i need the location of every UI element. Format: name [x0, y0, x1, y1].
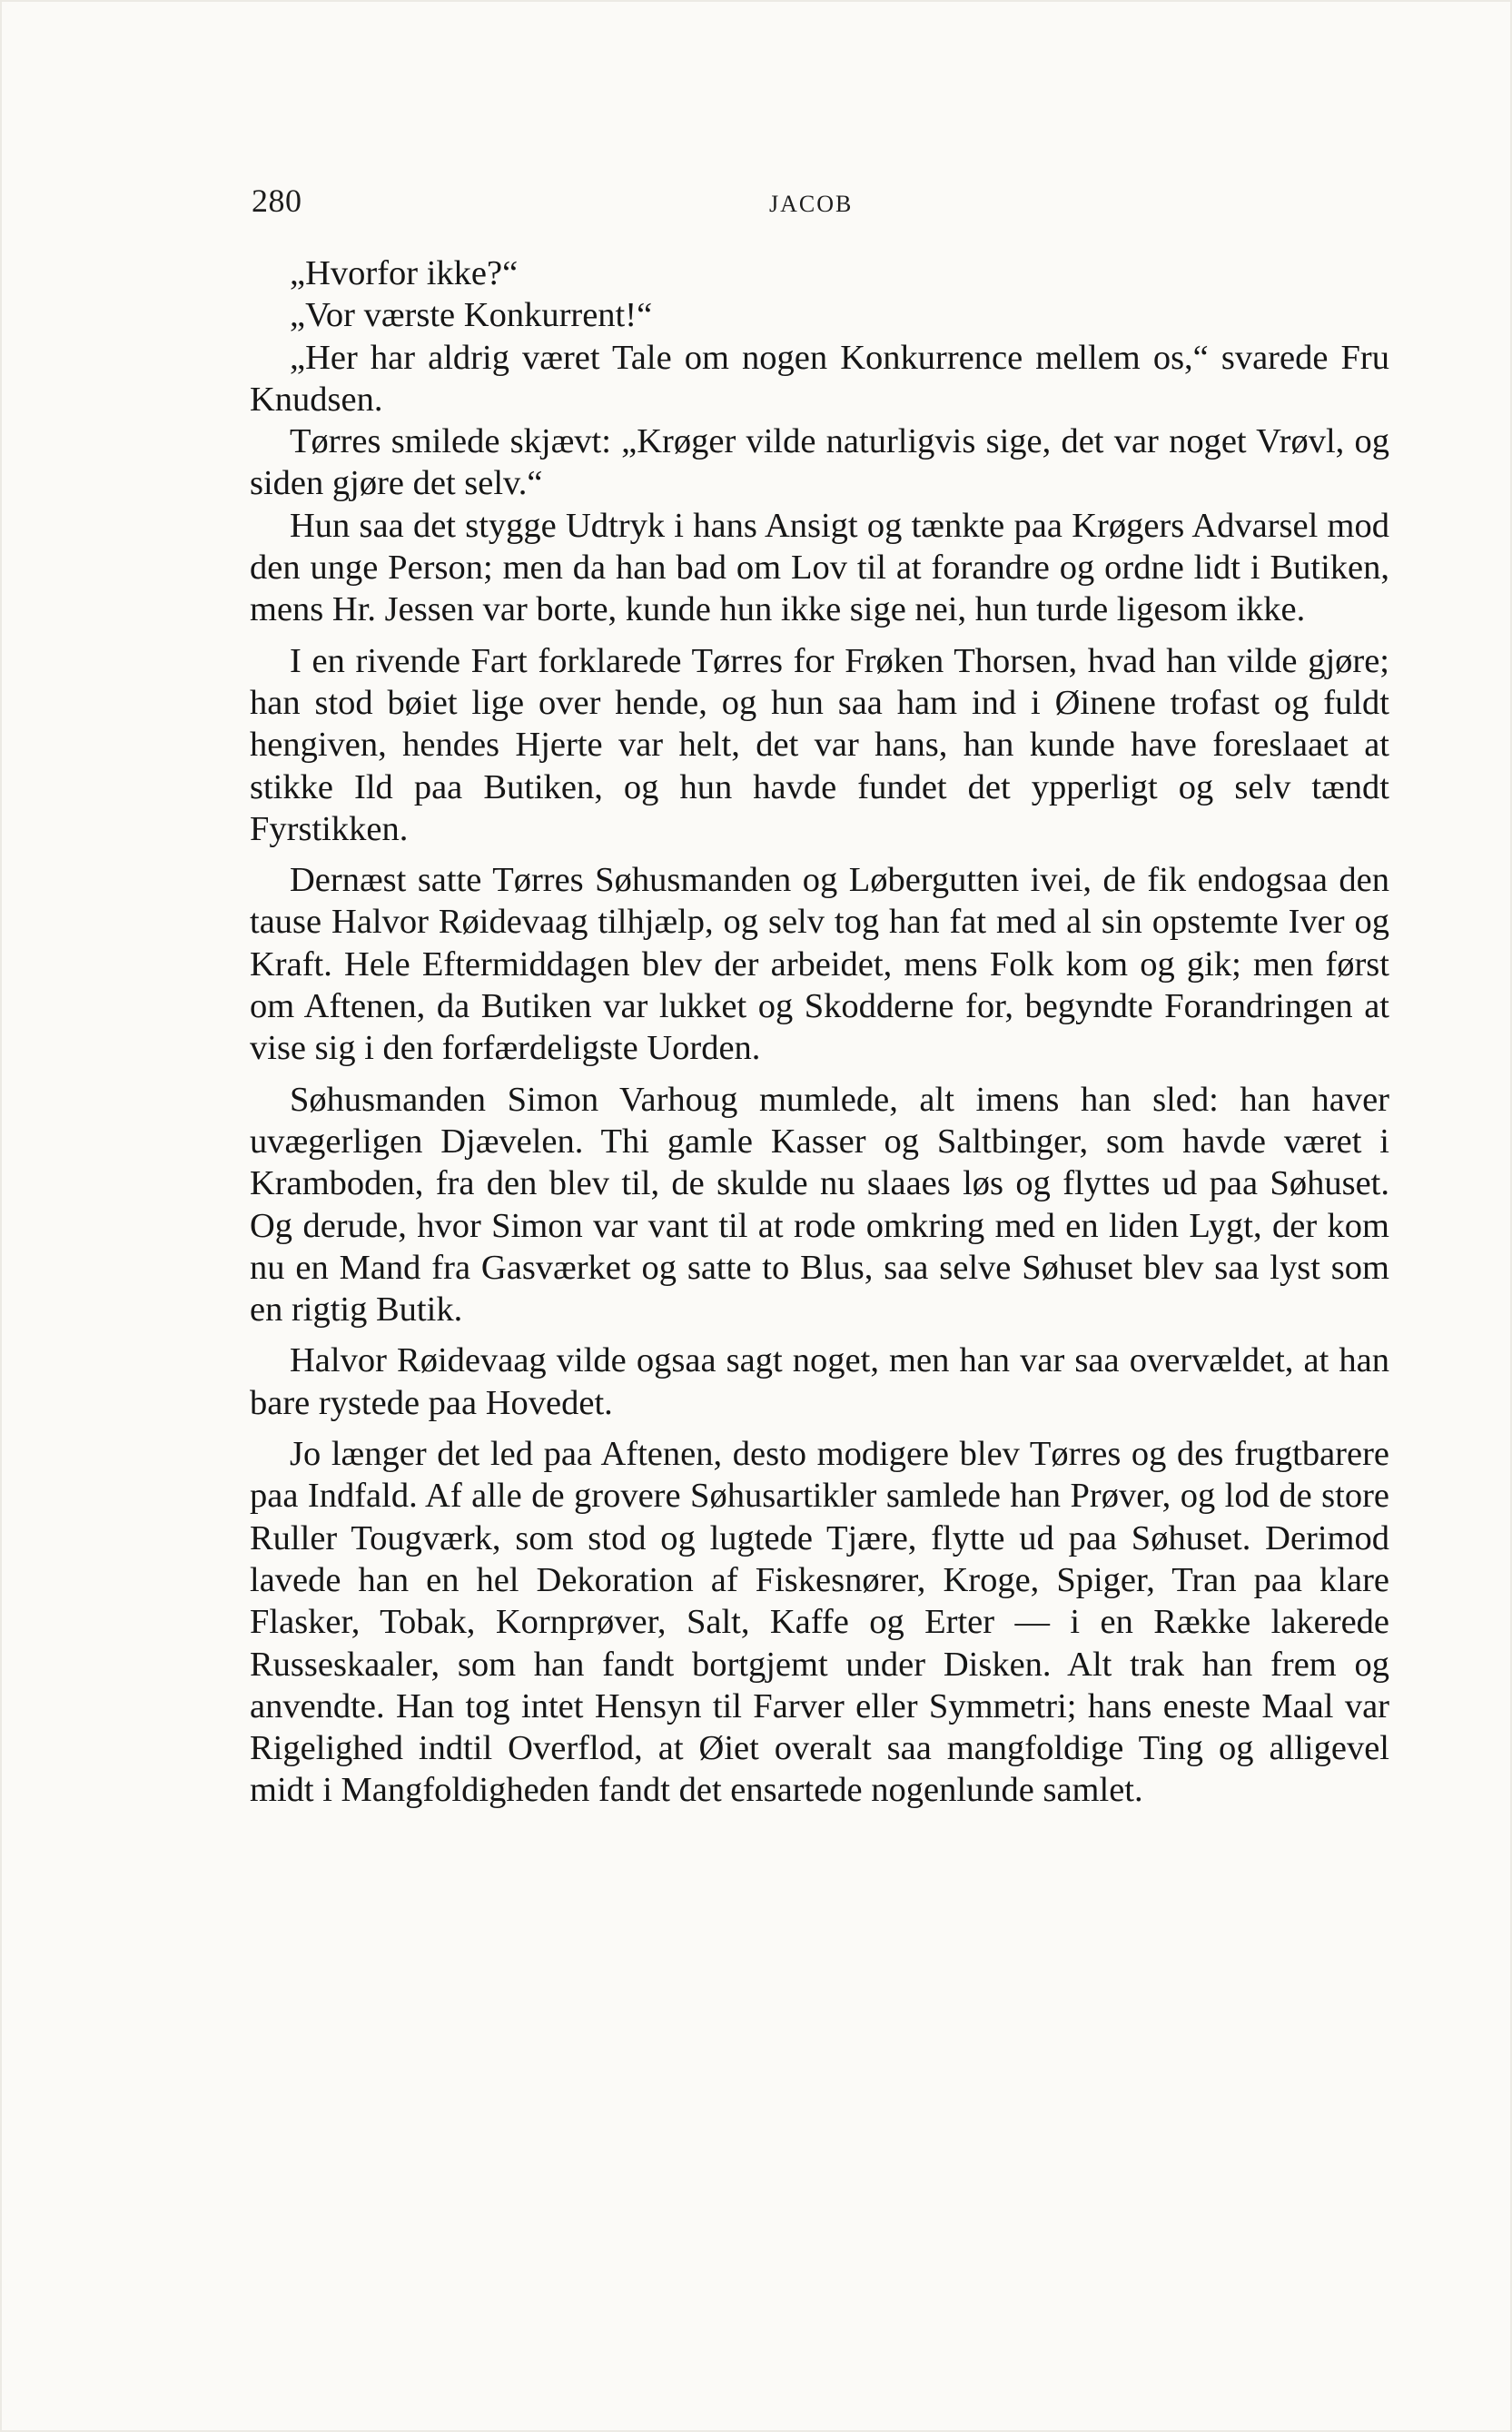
paragraph: Halvor Røidevaag vilde ogsaa sagt noget, men han var saa overvældet, at han bare rystede paa Hovedet.: [250, 1341, 1389, 1422]
paragraph: Dernæst satte Tørres Søhusmanden og Løbergutten ivei, de fik endogsaa den tause Halvor Røidevaag tilhjælp, og selv tog han fat med al sin opstemte Iver og Kraft. Hele Eftermiddagen blev der arbeidet, mens Folk kom og gik; men først om Aftenen, da Butiken var lukket og Skodderne for, begyndte Forandringen at vise sig i den forfærdeligste Uorden.: [250, 861, 1389, 1068]
paragraph: Jo længer det led paa Aftenen, desto modigere blev Tørres og des frugtbarere paa Indfald. Af alle de grovere Søhusartikler samlede han Prøver, og lod de store Ruller Tougværk, som stod og lugtede Tjære, flytte ud paa Søhuset. Derimod lavede han en hel Dekoration af Fiskesnører, Kroge, Spiger, Tran paa klare Flasker, Tobak, Kornprøver, Salt, Kaffe og Erter — i en Række lakerede Russeskaaler, som han fandt bortgjemt under Disken. Alt trak han frem og anvendte. Han tog intet Hensyn til Farver eller Symmetri; hans eneste Maal var Rigelighed indtil Overflod, at Øiet overalt saa mangfoldige Ting og alligevel midt i Mangfoldigheden fandt det ensartede nogenlunde samlet.: [250, 1435, 1389, 1810]
paragraph: „Vor værste Konkurrent!“: [290, 296, 653, 335]
paragraph: I en rivende Fart forklarede Tørres for Frøken Thorsen, hvad han vilde gjøre; han stod bøiet lige over hende, og hun saa ham ind i Øinene trofast og fuldt hengiven, hendes Hjerte var helt, det var hans, han kunde have foreslaaet at stikke Ild paa Butiken, og hun havde fundet det ypperligt og selv tændt Fyrstikken.: [250, 641, 1389, 848]
paragraph: Tørres smilede skjævt: „Krøger vilde naturligvis sige, det var noget Vrøvl, og siden gjøre det selv.“: [250, 422, 1389, 503]
page-number: 280: [252, 183, 302, 219]
paragraph: „Hvorfor ikke?“: [290, 254, 519, 292]
paragraph: „Her har aldrig været Tale om nogen Konkurrence mellem os,“ svarede Fru Knudsen.: [250, 338, 1389, 419]
running-title: JACOB: [769, 191, 854, 217]
paragraph: Søhusmanden Simon Varhoug mumlede, alt imens han sled: han haver uvægerligen Djævelen. Thi gamle Kasser og Saltbinger, som havde været i Kramboden, fra den blev til, de skulde nu slaaes løs og flyttes ud paa Søhuset. Og derude, hvor Simon var vant til at rode omkring med en liden Lygt, der kom nu en Mand fra Gasværket og satte to Blus, saa selve Søhuset blev saa lyst som en rigtig Butik.: [250, 1080, 1389, 1330]
running-head: [252, 182, 1388, 236]
body-text: [250, 252, 1389, 1821]
paragraph: Hun saa det stygge Udtryk i hans Ansigt og tænkte paa Krøgers Advarsel mod den unge Person; men da han bad om Lov til at forandre og ordne lidt i Butiken, mens Hr. Jessen var borte, kunde hun ikke sige nei, hun turde ligesom ikke.: [250, 506, 1389, 629]
